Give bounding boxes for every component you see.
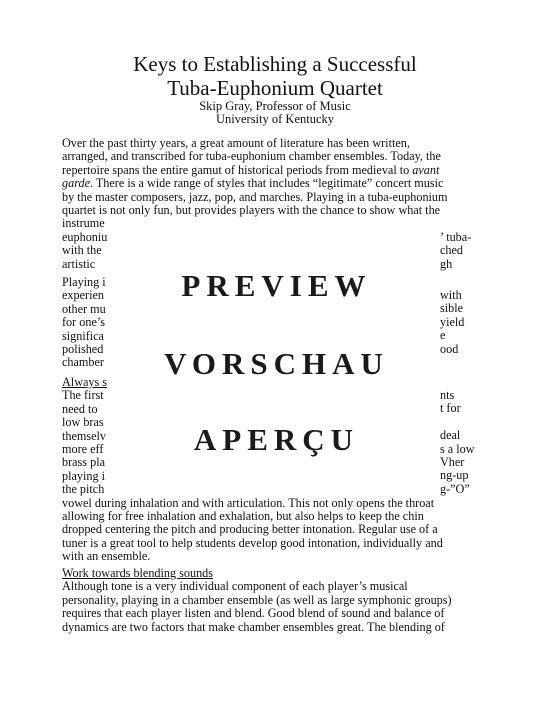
text-fragment: Vher [440,455,465,470]
text-fragment: sible [440,301,464,316]
text-line: euphoniu [62,229,108,244]
text-line: by the master composers, jazz, pop, and marches. Playing in a tuba-euphonium [62,189,448,204]
paragraph-intro-right-fragments [440,231,500,271]
section-heading: Always s [62,375,108,389]
text-line: artistic [62,256,96,271]
document-title-line-2: Tuba-Euphonium Quartet [167,76,383,100]
text-line: chamber [62,355,104,370]
text-line: The first [62,388,104,403]
text-fragment: with [440,288,462,302]
preview-watermark [130,258,423,486]
document-title-line-1: Keys to Establishing a Successful [133,52,417,76]
text-line: instrume [62,216,105,231]
text-fragment: g-”O” [440,481,470,496]
text-line: requires that each player listen and blend. Good blend of sound and balance of [62,606,445,621]
section-heading: Work towards blending sounds [62,566,214,580]
text-line: Playing i [62,275,106,289]
text-line: themselv [62,428,107,443]
text-line: need to [62,401,98,416]
text-line: Over the past thirty years, a great amount of literature has been written, [62,136,410,150]
text-line: dropped centering the pitch and producing better intonation. Regular use of a [62,522,438,537]
text-fragment: nts [440,388,455,402]
text-fragment: ng-up [440,468,469,483]
watermark-vorschau: VORSCHAU [164,346,389,381]
text-line: other mu [62,301,106,316]
text-line: allowing for free inhalation and exhalation, but also helps to keep the chin [62,509,424,524]
text-fragment: t for [440,401,461,416]
text-line: significa [62,328,104,343]
emphasis-text: avant [412,162,440,177]
author-line: Skip Gray, Professor of Music [199,99,351,113]
text-line: more eff [62,442,104,457]
text-line: experien [62,288,104,303]
text-line-content: garde. There is a wide range of styles that includes “legitimate” concert music [62,176,444,191]
text-line: with an ensemble. [62,549,151,564]
paragraph-playing-right-fragments [440,289,500,356]
text-line: the pitch [62,482,105,497]
watermark-apercu: APERÇU [193,422,360,457]
text-line: polished [62,342,104,357]
text-line: for one’s [62,315,105,330]
text-line: tuner is a great tool to help students develop good intonation, individually and [62,535,443,550]
text-fragment: s a low [440,441,475,456]
text-line: vowel during inhalation and with articulation. This not only opens the throat [62,495,435,510]
watermark-preview: PREVIEW [181,268,372,303]
text-line: arranged, and transcribed for tuba-euphonium chamber ensembles. Today, the [62,149,441,164]
text-fragment: gh [440,256,453,271]
emphasis-text: garde [62,176,90,191]
text-line-content: repertoire spans the entire gamut of historical periods from medieval to avant [62,162,440,177]
text-fragment: e [440,328,446,343]
text-fragment: ’ tuba- [440,230,472,244]
text-line [62,177,482,190]
text-fragment: deal [440,428,461,443]
text-fragment [440,416,510,429]
text-line: personality, playing in a chamber ensemble (as well as large symphonic groups) [62,592,452,607]
section-blending [62,567,482,634]
text-fragment: ood [440,341,459,356]
text-line: Although tone is a very individual component of each player’s musical [62,579,408,594]
affiliation-line: University of Kentucky [215,112,335,126]
text-fragment: ched [440,243,464,258]
text-line: with the [62,243,102,258]
section-always-right-fragments [440,389,510,496]
text-line: dynamics are two factors that make chamber ensembles great. The blending of [62,619,445,634]
text-line: playing i [62,468,105,483]
text-line: quartet is not only fun, but provides players with the chance to show what the [62,203,441,218]
text-line: low bras [62,415,104,430]
paragraph-intro [62,137,482,271]
text-line: brass pla [62,455,105,470]
text-line [62,164,482,177]
text-fragment: yield [440,314,465,329]
